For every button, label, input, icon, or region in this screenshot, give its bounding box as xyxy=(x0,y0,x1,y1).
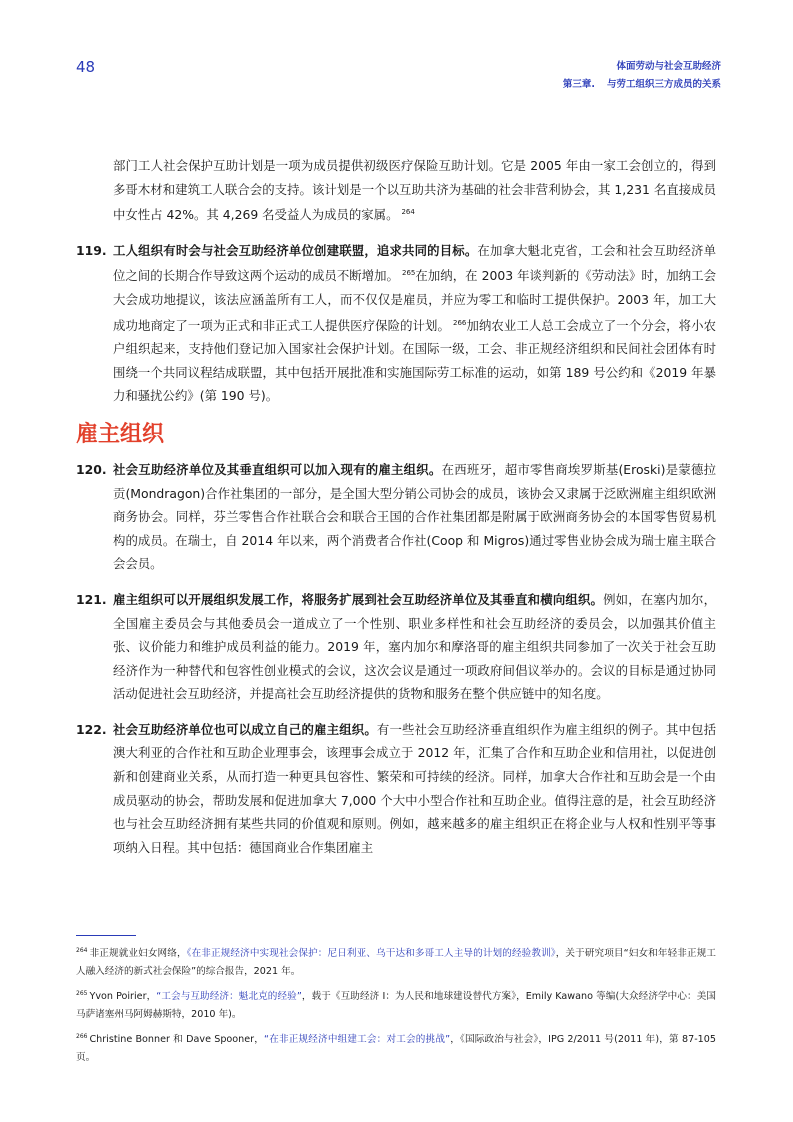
paragraph-119 xyxy=(76,239,716,408)
footnote-text: ，《国际政治与社会》，IPG 2/2011 号(2011 年)，第 87-105 页。 xyxy=(76,1034,716,1063)
footnote-link[interactable]: 《在非正规经济中实现社会保护：尼日利亚、乌干达和多哥工人主导的计划的经验教训》 xyxy=(186,948,556,959)
footnote-number: 265 xyxy=(76,990,88,997)
header-chapter-number: 第三章. xyxy=(562,79,595,90)
paragraph-text: 例如，在塞内加尔，全国雇主委员会与其他委员会一道成立了一个性别、职业多样性和社会互助经济的委员会，以加强其价值主张、议价能力和维护成员利益的能力。2019 年，塞内加尔和摩洛哥的雇主组织共同参加了一次关于社会互助经济作为一种替代和包容性创业模式的会议，这次会议是通过一项政府间倡议举办的。会议的目标是通过协同活动促进社会互助经济，并提高社会互助经济提供的货物和服务在整个供应链中的知名度。 xyxy=(113,591,717,702)
footnote-number: 264 xyxy=(76,947,88,954)
header-chapter xyxy=(563,76,721,94)
footnote-ref-266[interactable]: 266 xyxy=(453,318,467,327)
paragraph-number: 121. xyxy=(76,591,107,607)
footnote-ref-264[interactable]: 264 xyxy=(401,208,415,217)
footnote-ref-265[interactable]: 265 xyxy=(402,269,416,278)
paragraph-120 xyxy=(76,458,716,576)
paragraph-lead: 社会互助经济单位也可以成立自己的雇主组织。 xyxy=(113,721,377,737)
header-title: 体面劳动与社会互助经济 xyxy=(616,61,721,72)
paragraph-text: 在西班牙，超市零售商埃罗斯基(Eroski)是蒙德拉贡(Mondragon)合作社集团的一部分，是全国大型分销公司协会的成员，该协会又隶属于泛欧洲雇主组织欧洲商务协会。同样，芬兰零售合作社联合会和联合王国的合作社集团都是附属于欧洲商务协会的本国零售贸易机构的成员。在瑞士，自 2014 年以来，两个消费者合作社(Coop 和 Migros)通过零售业协会成为瑞士雇主联合会会员。 xyxy=(113,461,716,572)
running-header xyxy=(563,58,721,94)
paragraph-number: 122. xyxy=(76,721,107,737)
paragraph-number: 120. xyxy=(76,461,107,477)
paragraph-number: 119. xyxy=(76,242,107,258)
body-text xyxy=(76,154,716,871)
paragraph-lead: 工人组织有时会与社会互助经济单位创建联盟，追求共同的目标。 xyxy=(113,242,478,258)
paragraph-text: 在加纳，在 2003 年谈判新的《劳动法》时，加纳工会大会成功地提议，该法应涵盖所有工人，而不仅仅是雇员，并应为零工和临时工提供保护。2003 年，加工大成功地商定了一项为正式和非正式工人提供医疗保险的计划。 xyxy=(113,268,716,333)
footnote-text: ，关于研究项目“妇女和年轻非正规工人融入经济的新式社会保险”的综合报告，2021 年。 xyxy=(76,948,716,977)
paragraph-121 xyxy=(76,588,716,706)
footnote-text: ，载于《互助经济 I：为人民和地球建设替代方案》，Emily Kawano 等编(大众经济学中心：美国马萨诸塞州马阿姆赫斯特，2010 年)。 xyxy=(76,991,716,1020)
footnote-link[interactable]: “工会与互助经济：魁北克的经验” xyxy=(156,991,302,1002)
paragraph-text: 在加拿大魁北克省，工会和社会互助经济单位之间的长期合作导致这两个运动的成员不断增加。 xyxy=(113,242,717,284)
paragraph-text: 加纳农业工人总工会成立了一个分会，将小农户组织起来，支持他们登记加入国家社会保护计划。在国际一级，工会、非正规经济组织和民间社会团体有时围绕一个共同议程结成联盟，其中包括开展批准和实施国际劳工标准的运动，如第 189 号公约和《2019 年暴力和骚扰公约》(第 190 号)。 xyxy=(113,317,717,404)
intro-paragraph xyxy=(76,154,716,227)
footnote xyxy=(76,942,716,981)
footnote xyxy=(76,985,716,1024)
footnote-divider xyxy=(76,935,136,936)
paragraph-text: 有一些社会互助经济垂直组织作为雇主组织的例子。其中包括澳大利亚的合作社和互助企业理事会，该理事会成立于 2012 年，汇集了合作和互助企业和信用社，以促进创新和创建商业关系，从而打造一种更具包容性、繁荣和可持续的经济。同样，加拿大合作社和互助会是一个由成员驱动的协会，帮助发展和促进加拿大 7,000 个大中小型合作社和互助企业。值得注意的是，社会互助经济也与社会互助经济拥有某些共同的价值观和原则。例如，越来越多的雇主组织正在将企业与人权和性别平等事项纳入日程。其中包括：德国商业合作集团雇主 xyxy=(113,721,717,855)
footnote-number: 266 xyxy=(76,1033,88,1040)
page-number: 48 xyxy=(76,58,96,76)
footnotes xyxy=(76,942,716,1071)
paragraph-lead: 社会互助经济单位及其垂直组织可以加入现有的雇主组织。 xyxy=(113,461,442,477)
intro-text: 部门工人社会保护互助计划是一项为成员提供初级医疗保险互助计划。它是 2005 年由一家工会创立的，得到多哥木材和建筑工人联合会的支持。该计划是一个以互助共济为基础的社会非营利协会，其 1,231 名直接成员中女性占 42%。其 4,269 名受益人为成员的家属。 xyxy=(113,158,716,223)
paragraph-lead: 雇主组织可以开展组织发展工作，将服务扩展到社会互助经济单位及其垂直和横向组织。 xyxy=(113,591,604,607)
paragraph-122 xyxy=(76,718,716,860)
section-title: 雇主组织 xyxy=(76,421,165,447)
footnote xyxy=(76,1028,716,1067)
footnote-text: 非正规就业妇女网络， xyxy=(89,948,187,959)
footnote-text: Christine Bonner 和 Dave Spooner， xyxy=(89,1034,265,1045)
header-chapter-title: 与劳工组织三方成员的关系 xyxy=(606,79,721,90)
footnote-text: Yvon Poirier， xyxy=(89,991,157,1002)
footnote-link[interactable]: “在非正规经济中组建工会：对工会的挑战” xyxy=(264,1034,451,1045)
